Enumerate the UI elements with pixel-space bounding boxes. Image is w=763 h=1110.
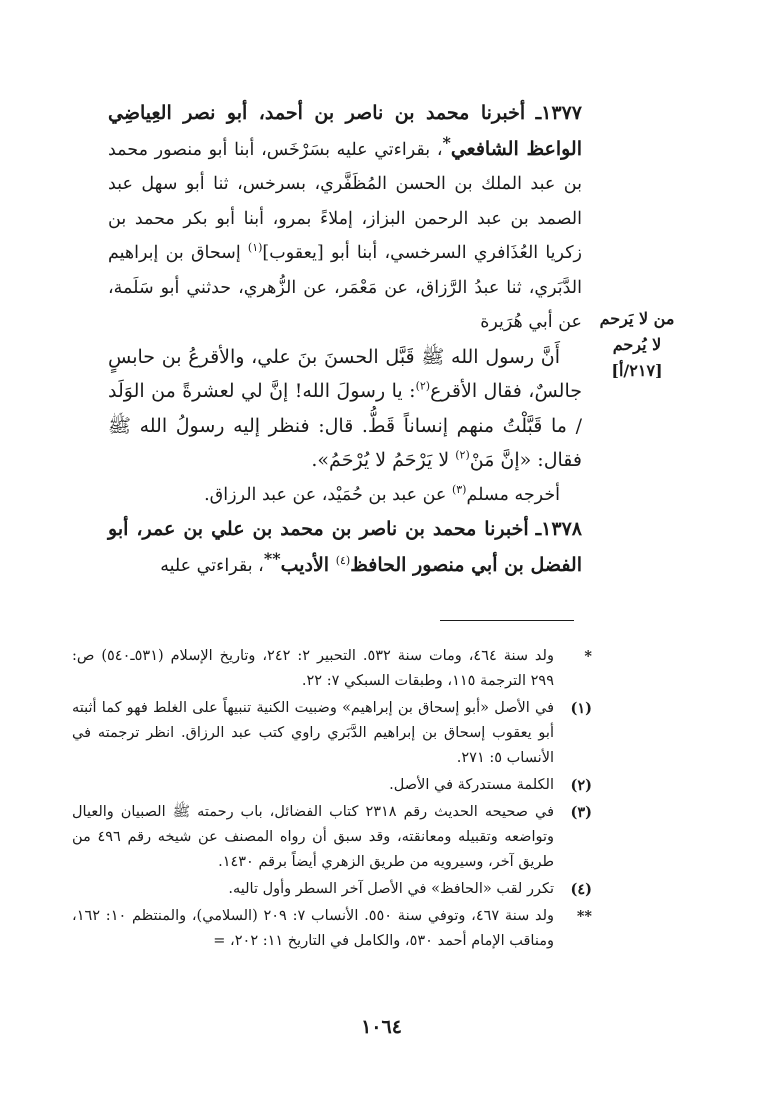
hadith-matn xyxy=(108,340,582,478)
narrator-name: أخبرنا محمد بن ناصر بن أحمد، أبو نصر العِياضِي xyxy=(108,102,526,124)
margin-note xyxy=(592,306,682,384)
isnad-text: ، بقراءتي عليه xyxy=(160,555,264,576)
footnote-star-marker: * xyxy=(442,132,451,152)
footnote-marker: (١) xyxy=(570,700,592,717)
footnote-text: تكرر لقب «الحافظ» في الأصل آخر السطر وأول تاليه. xyxy=(228,881,554,897)
hadith-number: ١٣٧٨ـ xyxy=(535,518,582,540)
takhrij-text: أخرجه مسلم xyxy=(466,484,560,505)
hadith-number: ١٣٧٧ـ xyxy=(535,102,582,124)
footnote-ref: (٤) xyxy=(335,553,351,567)
matn-text: أَنَّ رسول الله ﷺ قَبَّل الحسنَ بنَ علي، والأقرعُ بن حابسٍ جالسٌ، فقال الأقرع xyxy=(108,345,582,402)
footnote xyxy=(72,904,592,954)
narrator-name-end: الواعظ الشافعي xyxy=(450,137,582,160)
footnote-ref: (٢) xyxy=(455,448,470,462)
narrator-title: الأديب xyxy=(280,553,336,576)
takhrij-text: عن عبد بن حُمَيْد، عن عبد الرزاق. xyxy=(204,484,452,505)
footnote-marker: (٣) xyxy=(570,804,592,821)
footnote-marker: * xyxy=(584,648,592,665)
footnote xyxy=(72,877,592,902)
footnote xyxy=(72,644,592,694)
matn-text: لا يَرْحَمُ لا يُرْحَمُ». xyxy=(311,449,456,471)
hadith-1377 xyxy=(108,96,582,340)
matn-text: : يا رسولَ الله! إنَّ لي لعشرةً من الوَلَد / ما قَبَّلْتُ منهم إنساناً قَطُّ. قال: فنظر إليه رسولُ الله ﷺ فقال: «إنَّ مَنْ xyxy=(108,380,582,471)
takhrij xyxy=(108,478,582,513)
footnote-text: في الأصل «أبو إسحاق بن إبراهيم» وضبيت الكنية تنبيهاً على الغلط فهو كما أثبته أبو يعقوب إسحاق بن إبراهيم الدَّبَري راوي كتب عبد الرزاق. انظر ترجمته في الأنساب ٥: ٢٧١. xyxy=(72,700,554,766)
hadith-1378 xyxy=(108,512,582,583)
footnote xyxy=(72,696,592,771)
footnote-text: ولد سنة ٤٦٧، وتوفي سنة ٥٥٠. الأنساب ٧: ٢٠٩ (السلامي)، والمنتظم ١٠: ١٦٢، ومناقب الإمام أحمد ٥٣٠، والكامل في التاريخ ١١: ٢٠٢، = xyxy=(72,908,554,949)
footnotes xyxy=(72,644,592,956)
footnote-divider xyxy=(440,620,574,621)
footnote-text: الكلمة مستدركة في الأصل. xyxy=(389,777,554,793)
isnad-text: ، بقراءتي عليه بسَرْخَس، أبنا أبو منصور محمد بن عبد الملك بن الحسن المُظَفَّري، بسرخس، ثنا أبو سهل عبد الصمد بن عبد الرحمن البزاز، إملاءً بمرو، أبنا أبو بكر محمد بن زكريا العُذَافري السرخسي، أبنا أبو [يعقوب] xyxy=(108,139,582,263)
narrator-name: أخبرنا محمد بن ناصر بن محمد بن علي بن عمر، أبو الفضل بن أبي منصور الحافظ xyxy=(108,518,582,576)
margin-title: من لا يَرحم xyxy=(599,309,675,328)
footnote-marker: ** xyxy=(576,908,592,925)
footnote-star-marker: ** xyxy=(263,548,281,568)
footnote xyxy=(72,773,592,798)
footnote-marker: (٢) xyxy=(570,777,592,794)
footnote xyxy=(72,800,592,875)
isnad-text: إسحاق بن إبراهيم الدَّبَري، ثنا عبدُ الرَّزاق، عن مَعْمَر، عن الزُّهري، حدثني أبو سَلَمة، عن أبي هُرَيرة xyxy=(108,243,582,332)
footnote-ref: (٢) xyxy=(415,379,431,393)
manuscript-folio-ref: [٢١٧/أ] xyxy=(611,361,663,380)
main-text xyxy=(108,96,582,583)
footnote-ref: (١) xyxy=(247,241,263,255)
footnote-text: في صحيحه الحديث رقم ٢٣١٨ كتاب الفضائل، باب رحمته ﷺ الصبيان والعيال وتواضعه وتقبيله ومعانقته، وقد سبق أن رواه المصنف عن شيخه رقم ٤٩٦ من طريق آخر، وسيرويه من طريق الزهري أيضاً برقم ١٤٣٠. xyxy=(72,804,554,870)
footnote-ref: (٣) xyxy=(451,482,467,496)
page-number: ١٠٦٤ xyxy=(361,1016,402,1038)
footnote-marker: (٤) xyxy=(570,881,592,898)
margin-title: لا يُرحم xyxy=(612,335,662,354)
footnote-text: ولد سنة ٤٦٤، ومات سنة ٥٣٢. التحبير ٢: ٢٤٢، وتاريخ الإسلام (٥٣١ـ٥٤٠) ص: ٢٩٩ الترجمة ١١٥، وطبقات السبكي ٧: ٢٢. xyxy=(72,648,554,689)
